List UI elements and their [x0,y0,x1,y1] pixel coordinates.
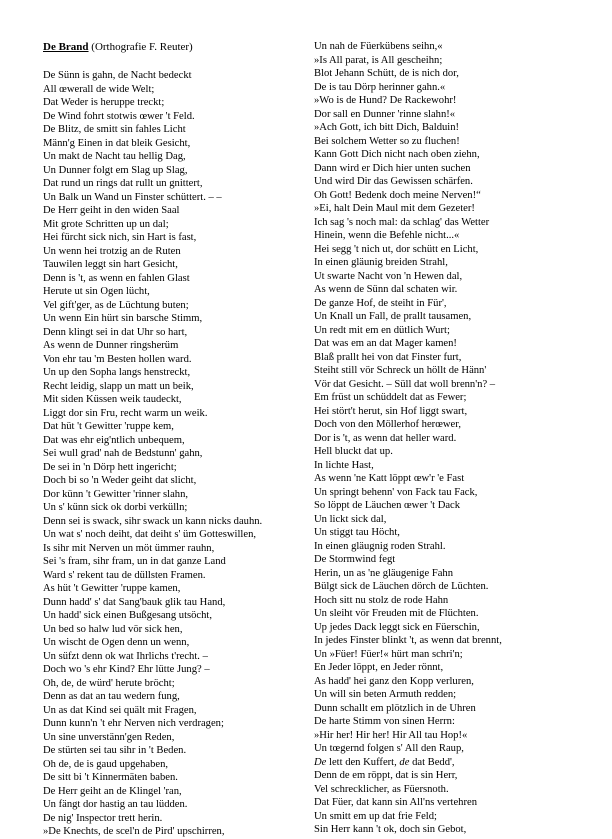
verse-line: Un smitt em up dat frie Feld; [314,810,437,822]
verse-line: Hei fürcht sick nich, sin Hart is fast, [43,232,197,243]
verse-line: Mit siden Küssen weik taudeckt, [43,394,182,405]
verse-line: Vel schrecklicher, as Füersnoth. [314,783,449,795]
verse-line: En Jeder löppt, en Jeder rönnt, [314,662,444,673]
verse-line: Dunn schallt em plötzlich in de Uhren [314,702,476,714]
left-column [43,40,305,839]
verse-line: Dat was em an dat Mager kamen! [314,338,457,349]
verse-line: Dat hüt 't Gewitter 'ruppe kem, [43,421,174,432]
verse-line: Ich sag 's noch mal: da schlag' das Wetter [314,216,490,228]
verse-line: Un as dat Kind sei quält mit Fragen, [43,704,197,716]
verse-line: Un Balk un Wand un Finster schüttert. – – [43,191,222,203]
verse-line: Un sine unverstänn'gen Reden, [43,731,175,743]
verse-line: Hoch sitt nu stolz de rode Hahn [314,594,449,606]
verse-line: Em früst un schüddelt dat as Fewer; [314,392,467,403]
verse-line: De Sünn is gahn, de Nacht bedeckt [43,70,192,81]
verse-line: Bülgt sick de Läuchen dörch de Lüchten. [314,581,489,592]
verse-line: Dat Füer, dat kann sin All'ns vertehren [314,797,478,808]
verse-line: Doch bi so 'n Weder geiht dat slicht, [43,475,197,486]
verse-line: Denn sei is swack, sihr swack un kann nicks dauhn. [43,515,263,527]
verse-line: Und wird Dir das Gewissen schärfen. [314,176,473,187]
verse-line: Un wischt de Ogen denn un wenn, [43,637,190,648]
verse-line: »De Knechts, de scel'n de Pird' upschirren, [43,826,225,837]
verse-line: »Is All parat, is All gescheihn; [314,54,443,66]
verse-line: Dat was ehr eig'ntlich unbequem, [43,434,185,446]
verse-line: So löppt de Läuchen œwer 't Dack [314,500,461,511]
verse-line: Sei wull grad' nah de Bedstunn' gahn, [43,448,203,459]
verse-line: Un süfzt denn ok wat Ihrlichs t'recht. – [43,650,208,662]
verse-line: Doch von den Möllerhof herœwer, [314,419,461,430]
verse-line: Von ehr tau 'm Besten hollen ward. [43,353,192,365]
verse-line: Un tœgernd folgen s' All den Raup, [314,743,464,754]
verse-line: Liggt dor sin Fru, recht warm un weik. [43,407,208,419]
verse-line: As wenn de Sünn dal schaten wir. [314,284,458,295]
verse-line: De Blitz, de smitt sin fahles Licht [43,124,186,135]
verse-line: Denn de em röppt, dat is sin Herr, [314,770,458,781]
poem-subtitle: (Orthografie F. Reuter) [91,41,193,53]
verse-line: Is sihr mit Nerven un möt ümmer rauhn, [43,542,215,554]
verse-line: Steiht still vör Schreck un höllt de Hänn' [314,365,487,376]
verse-line: Ut swarte Nacht von 'n Hewen dal, [314,270,463,282]
verse-line: Blot Jehann Schütt, de is nich dor, [314,68,459,79]
verse-line: De Stormwind fegt [314,554,396,565]
verse-line: Oh, de, de würd' herute bröcht; [43,677,175,689]
verse-line: De harte Stimm von sinen Herrn: [314,716,455,727]
verse-line: Un makt de Nacht tau hellig Dag, [43,151,186,162]
right-column [314,40,604,837]
verse-line: In jedes Finster blinkt 't, as wenn dat brennt, [314,635,502,646]
verse-line: In lichte Hast, [314,459,374,471]
verse-line: Männ'g Einen in dat bleik Gesicht, [43,137,191,149]
verse-line: De Wind fohrt stotwis œwer 't Feld. [43,110,195,122]
verse-line: Herin, un as 'ne gläugenige Fahn [314,567,454,579]
verse-line: De ganze Hof, de steiht in Für', [314,297,447,309]
verse-line: Tauwilen leggt sin hart Gesicht, [43,259,178,270]
verse-line: Dat rund un rings dat rullt un gnittert, [43,178,203,189]
verse-line: As wenn 'ne Katt löppt œw'r 'e Fast [314,473,465,484]
verse-line: Recht leidig, slapp un matt un beik, [43,380,194,392]
verse-line: De sitt bi 't Kinnermäten baben. [43,772,178,783]
verse-line: Hell bluckt dat up. [314,446,393,457]
verse-line: In einen gläunig breiden Strahl, [314,257,448,268]
verse-line: Un nah de Füerkübens seihn,« [314,41,443,52]
verse-line: Un will sin beten Armuth redden; [314,689,457,700]
verse-line: Un fängt dor hastig an tau lüdden. [43,799,188,810]
verse-line: »Ach Gott, ich bitt Dich, Balduin! [314,122,460,133]
verse-line: Vör dat Gesicht. – Süll dat woll brenn'n? – [314,378,496,390]
verse-line: De is tau Dörp herinner gahn.« [314,81,446,93]
poem-title: De Brand [43,41,89,53]
verse-line: Dor künn 't Gewitter 'rinner slahn, [43,488,189,500]
verse-line: All œwerall de wide Welt; [43,83,155,95]
verse-line: Un Dunner folgt em Slag up Slag, [43,164,188,176]
verse-line: Un lickt sick dal, [314,513,387,525]
verse-line: Denn is 't, as wenn en fahlen Glast [43,272,190,284]
poem-title-line [43,40,305,55]
verse-line: Blaß prallt hei von dat Finster furt, [314,351,462,363]
verse-line: »Hir her! Hir her! Hir All tau Hop!« [314,729,468,741]
verse-line: As hadd' hei ganz den Kopp verluren, [314,675,474,687]
verse-line: Denn klingt sei in dat Uhr so hart, [43,326,188,338]
verse-line: Un springt behenn' von Fack tau Fack, [314,486,478,498]
verse-line: De Herr geiht in den widen Saal [43,205,180,216]
verse-line: Un Knall un Fall, de prallt tausamen, [314,311,472,322]
verse-line: Un stiggt tau Höcht, [314,527,400,538]
verse-line: Dunn kunn'n 't ehr Nerven nich verdragen; [43,718,224,729]
verse-line: De stürten sei tau sihr in 't Beden. [43,745,187,756]
verse-line: De Herr geiht an de Klingel 'ran, [43,785,182,797]
verse-line: Un hadd' sick einen Bußgesang utsöcht, [43,610,213,621]
verse-line: Dor is 't, as wenn dat heller ward. [314,432,457,444]
verse-line: De sei in 'n Dörp hett ingericht; [43,461,177,473]
verse-line: Un »Füer! Füer!« hürt man schri'n; [314,648,463,660]
verse-line: Sei 's fram, sihr fram, un in dat ganze Land [43,556,226,567]
verse-line: Dat Weder is heruppe treckt; [43,97,165,108]
verse-line: »Wo is de Hund? De Rackewohr! [314,95,457,106]
verse-line: Denn as dat an tau wedern fung, [43,691,180,702]
verse-line: Un bed so halw lud vör sick hen, [43,623,183,635]
verse-line: Ward s' rekent tau de düllsten Framen. [43,569,206,581]
verse-line: In einen gläugnig roden Strahl. [314,540,446,552]
verse-line: Dunn hadd' s' dat Sang'bauk glik tau Hand, [43,596,226,608]
verse-line: Un s' künn sick ok dorbi verkülln; [43,502,188,513]
verse-line: Un sleiht vör Freuden mit de Flüchten. [314,608,479,619]
verse-line: Dor sall en Dunner 'rinne slahn!« [314,108,456,120]
verse-line: Un wenn Ein hürt sin barsche Stimm, [43,313,203,324]
verse-line: Sin Herr kann 't ok, doch sin Gebot, [314,824,467,835]
verse-line: »Ei, halt Dein Maul mit dem Gezeter! [314,203,475,214]
verse-line: Vel gift'ger, as de Lüchtung buten; [43,299,189,311]
verse-line: Oh de, de is gaud upgehaben, [43,758,169,770]
verse-line: Hinein, wenn die Befehle nicht...« [314,230,460,241]
verse-line: Doch wo 's ehr Kind? Ehr lütte Jung? – [43,664,210,675]
verse-line: Up jedes Dack leggt sick en Füerschin, [314,621,480,633]
verse-line: Un wat s' noch deiht, dat deiht s' üm Gotteswillen, [43,529,257,540]
verse-line: Mit grote Schritten up un dal; [43,218,169,230]
verse-line: Oh Gott! Bedenk doch meine Nerven!“ [314,189,481,201]
verse-line: Dann wird er Dich hier unten suchen [314,162,471,174]
verse-line: De lett den Kuffert, de dat Bedd', [314,756,455,768]
verse-line: Kann Gott Dich nicht nach oben ziehn, [314,149,480,160]
verse-line: Un up den Sopha langs henstreckt, [43,367,191,378]
left-verse-lines [43,69,305,839]
verse-line: Hei stört't herut, sin Hof liggt swart, [314,405,468,417]
right-verse-lines [314,40,604,837]
verse-line: As hüt 't Gewitter 'ruppe kamen, [43,583,181,594]
verse-line: As wenn de Dunner ringsherüm [43,340,179,351]
verse-line: De nig' Inspector trett herin. [43,812,163,824]
verse-line: Un wenn hei trotzig an de Ruten [43,245,181,257]
verse-line: Hei segg 't nich ut, dor schütt en Licht, [314,243,479,255]
verse-line: Un redt mit em en dütlich Wurt; [314,324,450,336]
verse-line: Herute ut sin Ogen lücht, [43,286,150,297]
verse-line: Bei solchem Wetter so zu fluchen! [314,135,460,147]
